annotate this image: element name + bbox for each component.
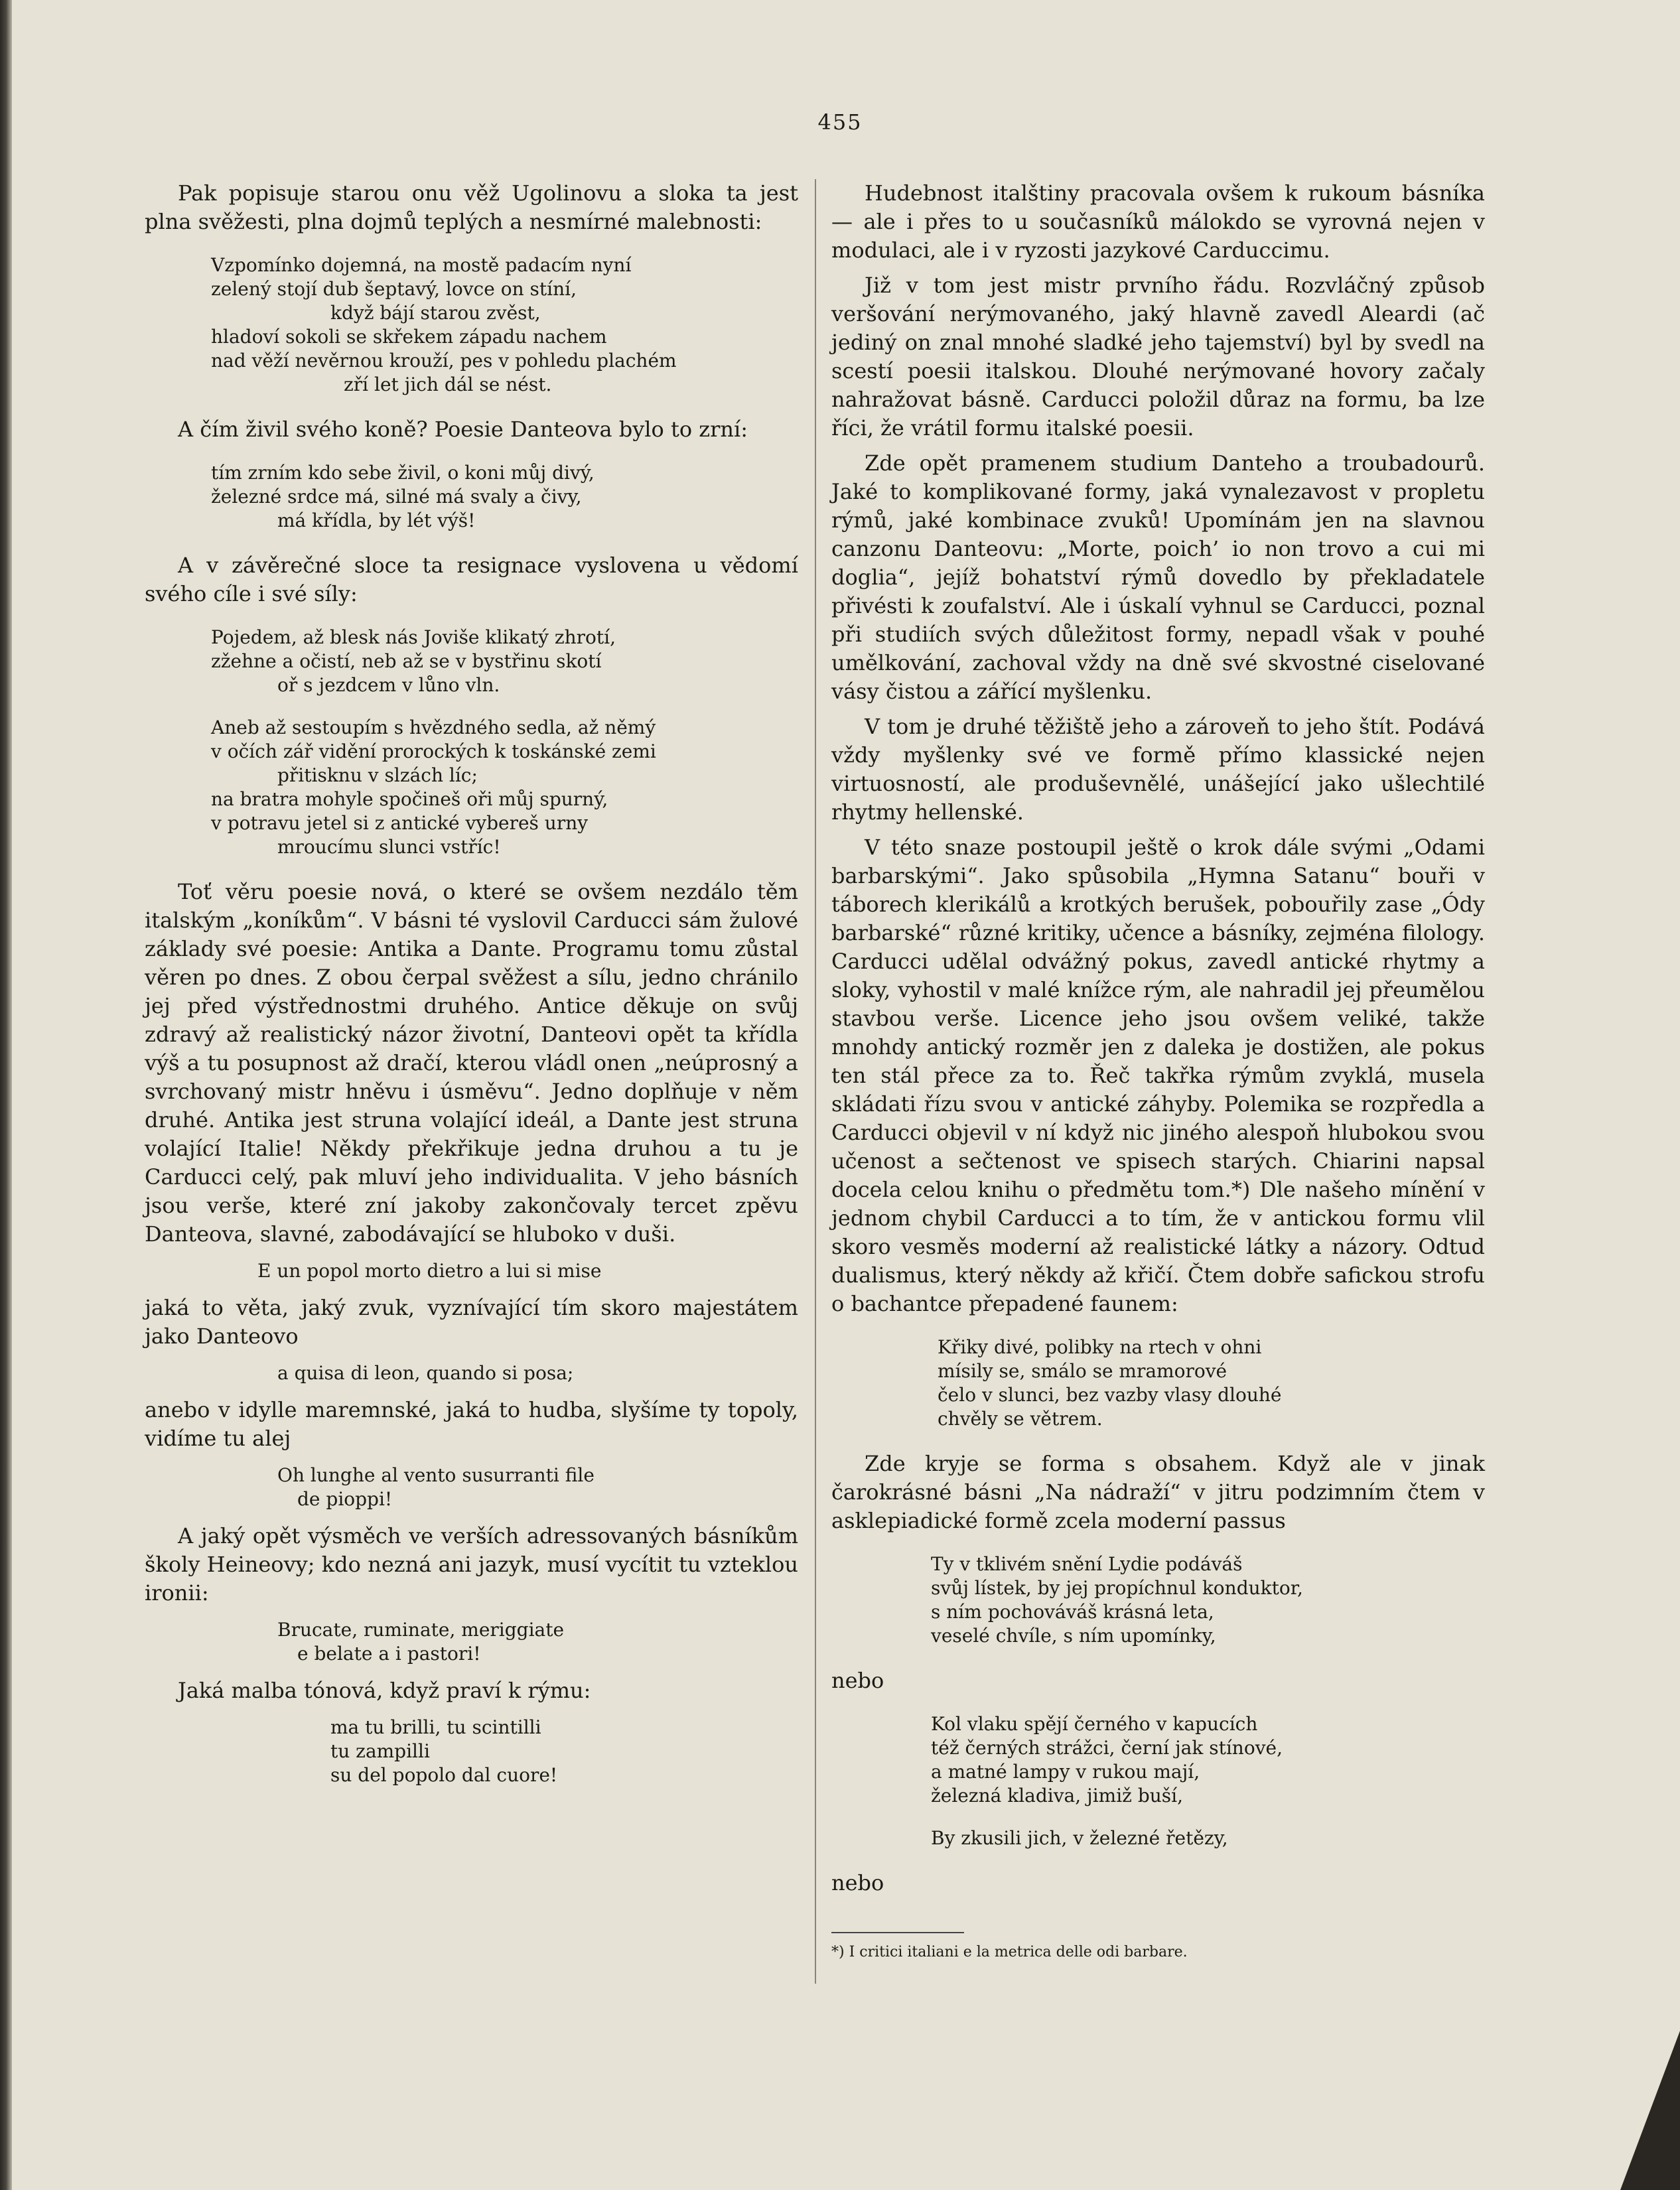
verse-line: su del popolo dal cuore! — [330, 1764, 558, 1786]
binding-gutter — [0, 0, 12, 2190]
connector-word: nebo — [831, 1668, 884, 1693]
paragraph: V této snaze postoupil ještě o krok dále svými „Odami barbarskými“. Jako spůsobila „Hymna Satanu“ bouři v táborech klerikálů a krotkých berušek, pobouřily zase „Ódy barbarské“ různé kritiky, učence a básníky, zejména filology. Carducci udělal odvážný pokus, zavedl antické rhytmy a sloky, vyhostil v malé knížce rým, ale nahradil jej přeumělou stavbou verše. Licence jeho jsou ovšem veliké, takže mnohdy antický rozměr jen z daleka je dostižen, ale pokus ten stál přece za to. Řeč takřka rýmům zvyklá, musela skládati řízu svou v antické záhyby. Polemika se rozpředla a Carducci objevil v ní když nic jiného alespoň hlubokou svou učenost a sečtenost ve spisech starých. Chiarini napsal docela celou knihu o předmětu tom.*) Dle našeho mínění v jednom chybil Carducci a to tím, že v antickou formu vlil skoro vesměs moderní až realistické látky a názory. Odtud dualismus, který někdy až křičí. Čtem dobře safickou strofu o bachantce přepadené faunem: — [831, 835, 1485, 1316]
page-corner — [1620, 2031, 1680, 2190]
verse-block — [145, 1464, 798, 1511]
verse-line: Křiky divé, polibky na rtech v ohni — [938, 1336, 1262, 1358]
verse-line: má křídla, by lét výš! — [277, 510, 476, 531]
verse-line: E un popol morto dietro a lui si mise — [257, 1260, 602, 1282]
verse-line: železná kladiva, jimiž buší, — [931, 1785, 1184, 1807]
verse-block — [145, 461, 798, 533]
paragraph: Toť věru poesie nová, o které se ovšem nezdálo těm italským „koníkům“. V básni té vyslovil Carducci sám žulové základy své poesie: Antika a Dante. Programu tomu zůstal věren po dnes. Z obou čerpal svěžest a sílu, jedno chránilo jej před výstřednostmi druhého. Antice děkuje on svůj zdravý až realistický názor životní, Danteovi opět ta křídla výš a tu posupnost až dračí, kterou vládl onen „neúprosný a svrchovaný mistr hněvu i úsměvu“. Jedno doplňuje v něm druhé. Antika jest struna volající ideál, a Dante jest struna volající Italie! Někdy překřikuje jedna druhou a tu je Carducci celý, pak mluví jeho individualita. V jeho básních jsou verše, které zní jakoby zakončovaly tercet zpěvu Danteova, slavné, zabodávající se hluboko v duši. — [145, 879, 798, 1247]
verse-line: chvěly se větrem. — [938, 1408, 1103, 1430]
column-divider — [815, 179, 816, 1984]
verse-line: Kol vlaku spějí černého v kapucích — [931, 1713, 1258, 1735]
paragraph: jaká to věta, jaký zvuk, vyznívající tím skoro majestátem jako Danteovo — [145, 1295, 798, 1349]
paragraph: A čím živil svého koně? Poesie Danteova bylo to zrní: — [178, 417, 748, 442]
verse-line: mísily se, smálo se mramorové — [938, 1360, 1227, 1382]
verse-line: Aneb až sestoupím s hvězdného sedla, až němý — [211, 717, 656, 738]
paragraph: anebo v idylle maremnské, jaká to hudba, slyšíme ty topoly, vidíme tu alej — [145, 1397, 798, 1451]
verse-line: též černých strážci, černí jak stínové, — [931, 1737, 1283, 1759]
verse-line: Brucate, ruminate, meriggiate — [277, 1619, 565, 1641]
verse-line: oř s jezdcem v lůno vln. — [277, 674, 500, 696]
connector-word: nebo — [831, 1870, 884, 1895]
verse-line: e belate a i pastori! — [297, 1643, 481, 1665]
verse-line: a matné lampy v rukou mají, — [931, 1761, 1200, 1783]
verse-line: By zkusili jich, v železné řetězy, — [931, 1827, 1228, 1849]
verse-block — [831, 1712, 1485, 1808]
verse-line: hladoví sokoli se skřekem západu nachem — [211, 326, 607, 348]
paragraph: Pak popisuje starou onu věž Ugolinovu a sloka ta jest plna svěžesti, plna dojmů teplých a nesmírné malebnosti: — [145, 180, 798, 234]
page-number: 455 — [817, 109, 863, 135]
verse-line: zžehne a očistí, neb až se v bystřinu skotí — [211, 650, 602, 672]
left-column — [145, 179, 798, 1787]
verse-line: svůj lístek, by jej propíchnul konduktor, — [931, 1577, 1303, 1599]
paragraph: Zde kryje se forma s obsahem. Když ale v jinak čarokrásné básni „Na nádraží“ v jitru podzimním čtem v asklepiadické formě zcela moderní passus — [831, 1451, 1485, 1533]
verse-line: de pioppi! — [297, 1488, 393, 1510]
verse-line: železné srdce má, silné má svaly a čivy, — [211, 486, 582, 508]
verse-line: Pojedem, až blesk nás Joviše klikatý zhrotí, — [211, 626, 616, 648]
paragraph: Jaká malba tónová, když praví k rýmu: — [178, 1678, 591, 1703]
verse-line: zří let jich dál se nést. — [344, 374, 552, 395]
verse-line: čelo v slunci, bez vazby vlasy dlouhé — [938, 1384, 1282, 1406]
quotation — [145, 1361, 798, 1385]
verse-line: přitisknu v slzách líc; — [277, 764, 478, 786]
verse-line: když bájí starou zvěst, — [330, 302, 541, 324]
verse-line: mroucímu slunci vstříc! — [277, 836, 501, 858]
right-column — [831, 179, 1485, 1912]
verse-line: tu zampilli — [330, 1740, 430, 1762]
verse-block — [831, 1826, 1485, 1850]
verse-line: a quisa di leon, quando si posa; — [277, 1362, 574, 1384]
paragraph: A v závěrečné sloce ta resignace vyslovena u vědomí svého cíle i své síly: — [145, 553, 798, 606]
verse-line: Ty v tklivém snění Lydie podáváš — [931, 1553, 1243, 1575]
verse-line: v potravu jetel si z antické vybereš urny — [211, 812, 589, 834]
footnote: *) I critici italiani e la metrica delle odi barbare. — [831, 1944, 1188, 1960]
verse-block — [145, 1716, 798, 1787]
paragraph: A jaký opět výsměch ve verších adressovaných básníkům školy Heineovy; kdo nezná ani jazyk, musí vycítit tu vzteklou ironii: — [145, 1523, 798, 1606]
verse-line: na bratra mohyle spočineš oři můj spurný, — [211, 788, 608, 810]
paragraph: Zde opět pramenem studium Danteho a troubadourů. Jaké to komplikované formy, jaká vynalezavost v propletu rýmů, jaké kombinace zvuků! Upomínám jen na slavnou canzonu Danteovu: „Morte, poich’ io non trovo a cui mi doglia“, jejíž bohatství rýmů dovedlo by překladatele přivésti k zoufalství. Ale i úskalí vyhnul se Carducci, poznal při studiích svých důležitost formy, nepadl však v pouhé umělkování, zachoval vždy na dně své skvostné ciselované vásy čistou a zářící myšlenku. — [831, 450, 1485, 704]
verse-block — [831, 1335, 1485, 1431]
verse-line: v očích zář vidění prorockých k toskánské zemi — [211, 740, 656, 762]
verse-block — [145, 1618, 798, 1666]
footnote-rule — [831, 1932, 964, 1933]
verse-block — [145, 626, 798, 697]
verse-line: Vzpomínko dojemná, na mostě padacím nyní — [211, 254, 632, 276]
verse-line: veselé chvíle, s ním upomínky, — [931, 1625, 1216, 1647]
verse-block — [831, 1552, 1485, 1648]
paragraph: V tom je druhé těžiště jeho a zároveň to jeho štít. Podává vždy myšlenky své ve formě přímo klassické nejen virtuosností, ale produševnělé, unášející jako ušlechtilé rhytmy hellenské. — [831, 714, 1485, 825]
verse-line: zelený stojí dub šeptavý, lovce on stíní, — [211, 278, 577, 300]
paragraph: Hudebnost italštiny pracovala ovšem k rukoum básníka — ale i přes to u současníků málokdo se vyrovná nejen v modulaci, ale i v ryzosti jazykové Carduccimu. — [831, 180, 1485, 263]
verse-block — [145, 253, 798, 397]
verse-line: s ním pochováváš krásná leta, — [931, 1601, 1214, 1623]
paragraph: Již v tom jest mistr prvního řádu. Rozvláčný způsob veršování nerýmovaného, jaký hlavně zavedl Aleardi (ač jediný on znal mnohé sladké jeho tajemství) byl by svedl na scestí poesii italskou. Dlouhé nerýmované hovory začaly nahražovat básně. Carducci položil důraz na formu, ba lze říci, že vrátil formu italské poesii. — [831, 273, 1485, 441]
verse-line: ma tu brilli, tu scintilli — [330, 1716, 541, 1738]
quotation — [145, 1259, 798, 1283]
verse-line: Oh lunghe al vento susurranti file — [277, 1464, 595, 1486]
verse-line: nad věží nevěrnou krouží, pes v pohledu plachém — [211, 350, 677, 372]
verse-block — [145, 716, 798, 859]
verse-line: tím zrním kdo sebe živil, o koni můj divý, — [211, 462, 595, 484]
